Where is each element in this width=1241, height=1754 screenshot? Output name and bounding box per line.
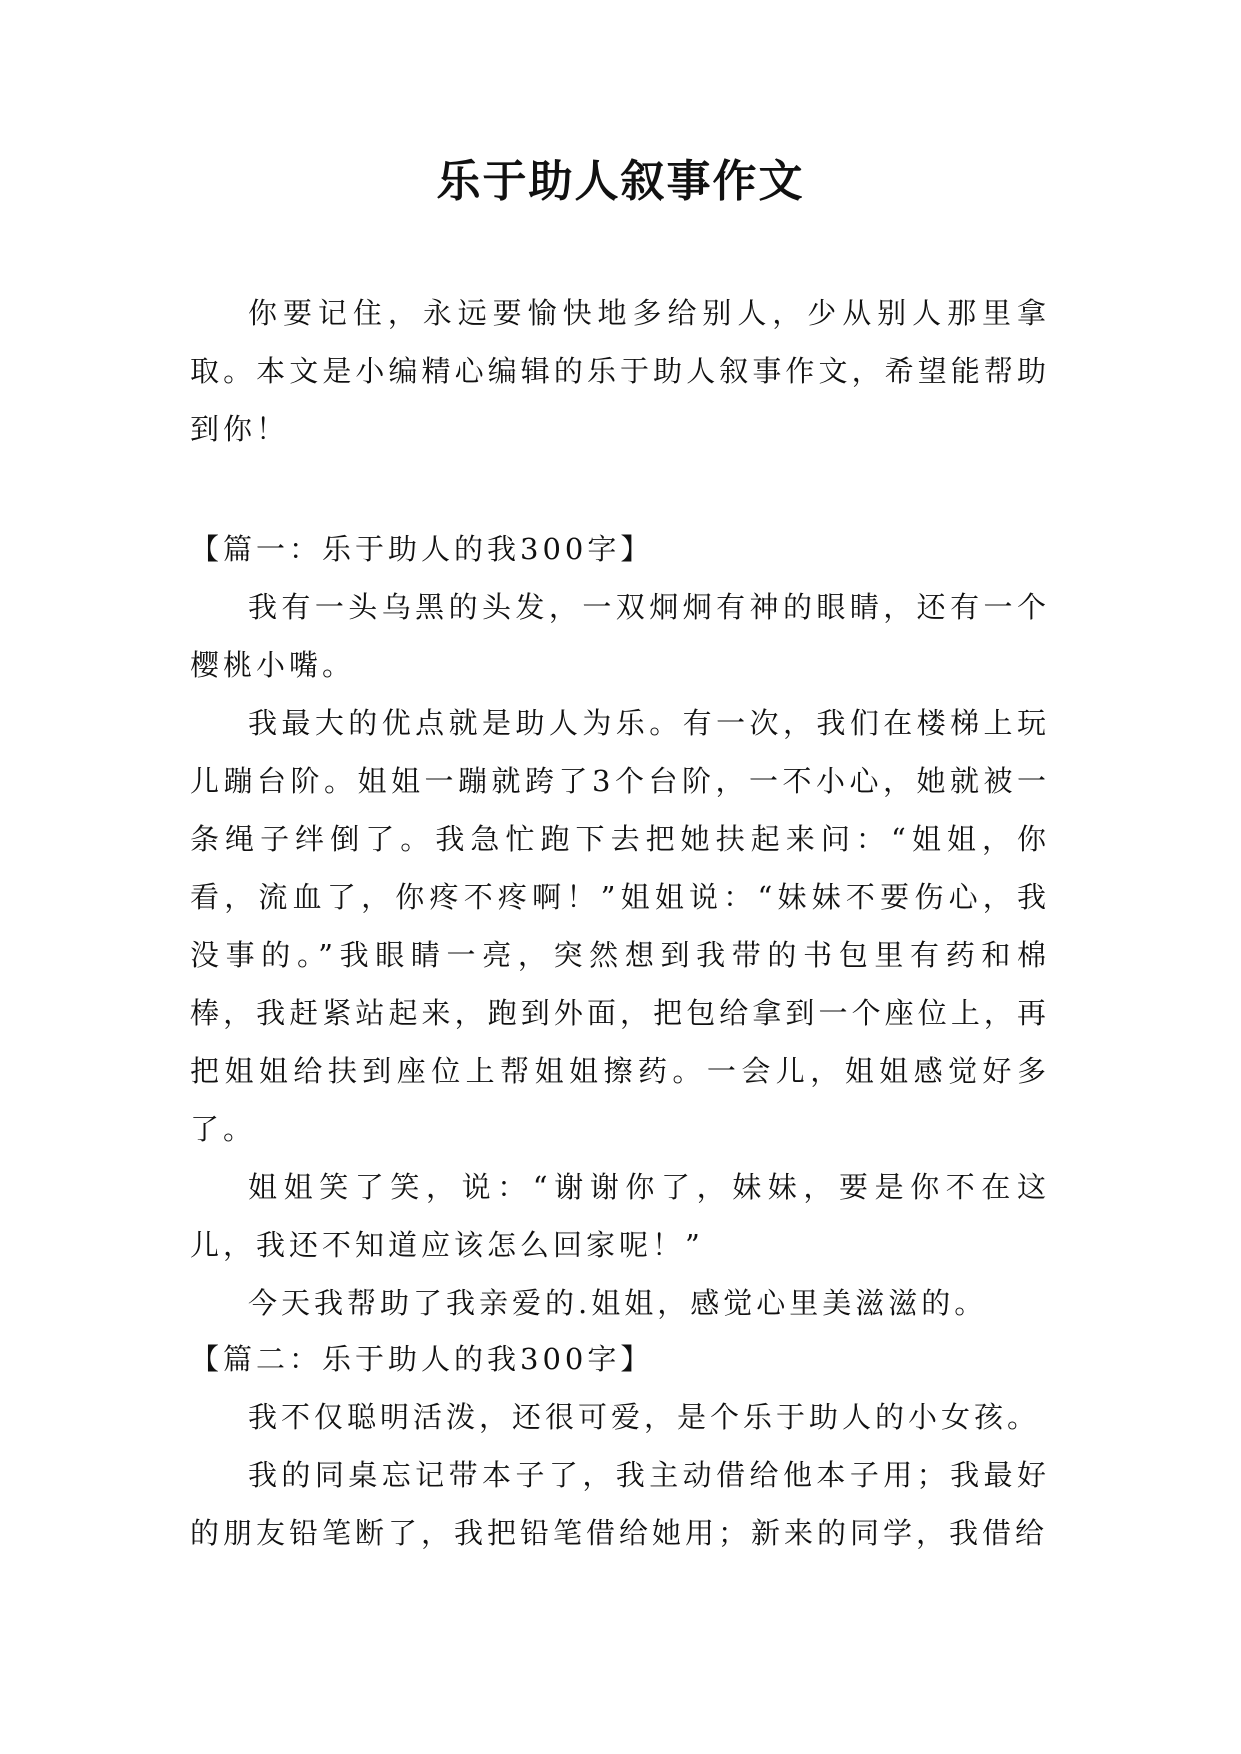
intro-block <box>190 284 1050 458</box>
body-paragraph: 我有一头乌黑的头发，一双炯炯有神的眼睛，还有一个樱桃小嘴。 <box>190 590 1050 682</box>
section-2 <box>190 1330 1050 1562</box>
section-1 <box>190 520 1050 1332</box>
section-heading: 【篇一：乐于助人的我300字】 <box>190 532 654 566</box>
body-paragraph: 我的同桌忘记带本子了，我主动借给他本子用；我最好的朋友铅笔断了，我把铅笔借给她用；新来的同学，我借给 <box>190 1458 1050 1550</box>
body-paragraph: 今天我帮助了我亲爱的.姐姐，感觉心里美滋滋的。 <box>248 1286 988 1320</box>
document-title: 乐于助人叙事作文 <box>436 156 805 207</box>
body-paragraph: 我最大的优点就是助人为乐。有一次，我们在楼梯上玩儿蹦台阶。姐姐一蹦就跨了3个台阶，一不小心，她就被一条绳子绊倒了。我急忙跑下去把她扶起来问：“姐姐，你看，流血了，你疼不疼啊！”姐姐说：“妹妹不要伤心，我没事的。”我眼睛一亮，突然想到我带的书包里有药和棉棒，我赶紧站起来，跑到外面，把包给拿到一个座位上，再把姐姐给扶到座位上帮姐姐擦药。一会儿，姐姐感觉好多了。 <box>190 706 1050 1146</box>
intro-paragraph: 你要记住，永远要愉快地多给别人，少从别人那里拿取。本文是小编精心编辑的乐于助人叙事作文，希望能帮助到你！ <box>190 296 1050 446</box>
body-paragraph: 姐姐笑了笑，说：“谢谢你了，妹妹，要是你不在这儿，我还不知道应该怎么回家呢！” <box>190 1170 1050 1262</box>
body-paragraph: 我不仅聪明活泼，还很可爱，是个乐于助人的小女孩。 <box>248 1400 1041 1434</box>
section-heading: 【篇二：乐于助人的我300字】 <box>190 1342 654 1376</box>
